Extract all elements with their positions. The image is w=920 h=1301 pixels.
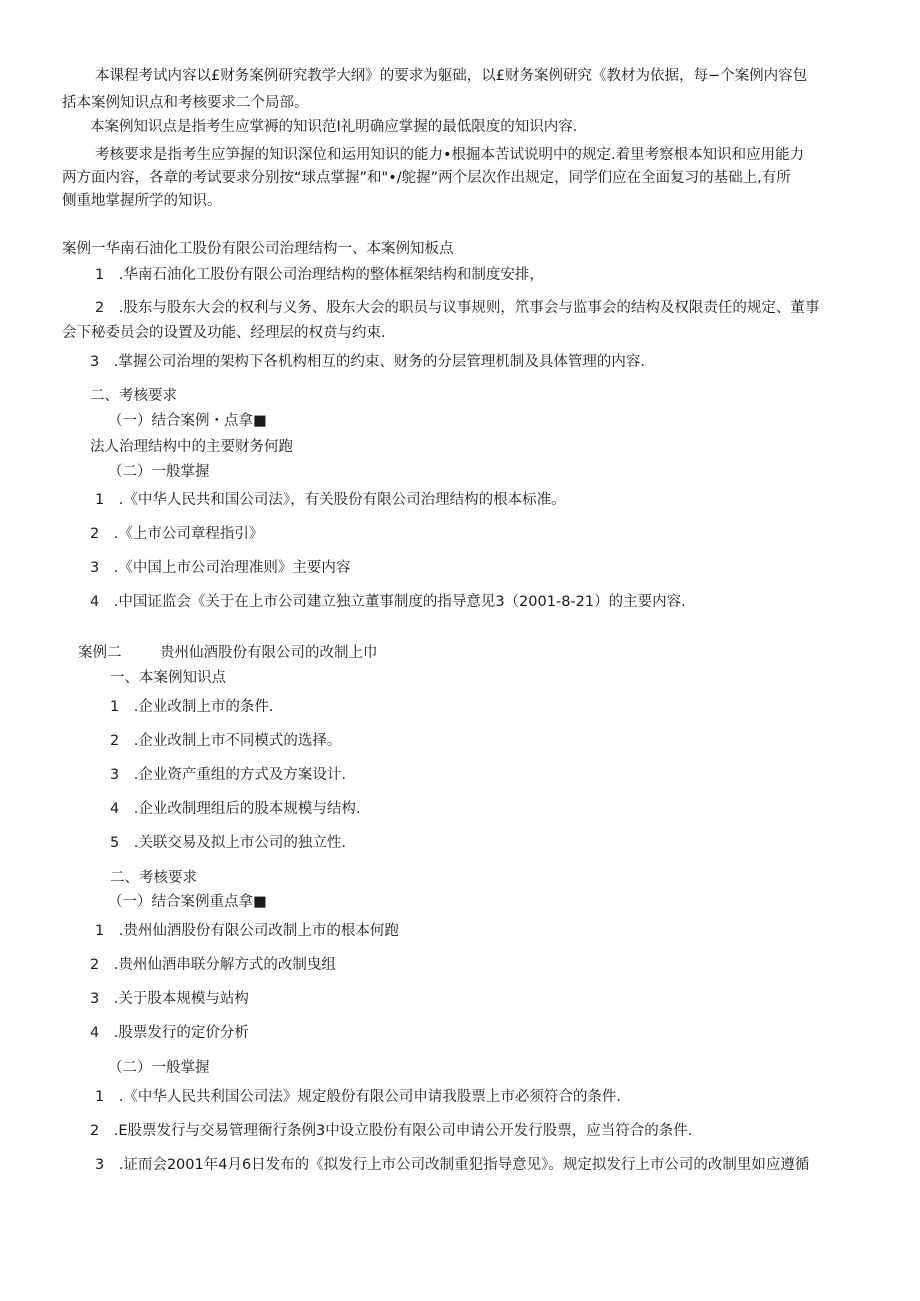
intro-paragraph-1-line-1: 本课程考试内容以£财务案例研究教学大纲》的要求为躯础，以£财务案例研究《教材为依据，每−个案例内容包	[95, 68, 808, 84]
case1-knowledge-item-2-line-1: 2 .股东与股东大会的权利与义务、股东大会的职员与议事规则，笊事会与监事会的结构及权限责任的规定、董事	[95, 300, 820, 316]
case1-general-item-2: 2 .《上市公司章程指引》	[90, 526, 264, 542]
case2-label: 案例二	[78, 645, 122, 661]
case2-knowledge-heading: 一、本案例知识点	[110, 670, 226, 686]
case2-key-item-1: 1 .贵州仙酒股份有限公司改制上市的根本何跑	[95, 923, 399, 939]
case1-general-item-4: 4 .中国证监会《关于在上市公司建立独立董事制度的指导意见3（2001-8-21）的主要内容.	[90, 594, 686, 610]
case2-general-item-3: 3 .证而会2001年4月6日发布的《拟发行上市公司改制重犯指导意见》。规定拟发行上市公司的改制里如应遵循	[95, 1157, 810, 1173]
case2-title: 贵州仙酒股份有限公司的改制上巾	[160, 645, 378, 661]
case1-general-item-1: 1 .《中华人民共和国公司法》，有关股份有限公司治理结构的根本标准。	[95, 492, 566, 508]
case1-title: 案例一华南石油化工股份有限公司治理结构一、本案例知板点	[62, 241, 454, 257]
intro-paragraph-2: 本案例知识点是指考生应掌褥的知识范I礼明确应掌握的最低限度的知识内容.	[90, 119, 578, 135]
case1-requirements-general-heading: （二）一般掌握	[108, 464, 210, 480]
case1-knowledge-item-2-line-2: 会下秘委员会的设置及功能、经理层的权贲与约束.	[62, 325, 386, 341]
case2-requirements-key-heading: （一）结合案例重点拿■	[108, 894, 267, 910]
case1-requirements-heading: 二、考核要求	[90, 388, 177, 404]
case2-requirements-heading: 二、考核要求	[110, 870, 197, 886]
case2-knowledge-item-4: 4 .企业改制理组后的股本规模与结构.	[110, 801, 361, 817]
case2-knowledge-item-2: 2 .企业改制上市不同模式的选择。	[110, 733, 342, 749]
case1-knowledge-item-1: 1 .华南石油化工股份有限公司治理结构的整体框架结构和制度安排，	[95, 267, 544, 283]
case1-requirements-key-item: 法人治理结构中的主要财务何跑	[90, 439, 293, 455]
case2-general-item-2: 2 .E股票发行与交易管理衙行条例3中设立股份有限公司申请公开发行股票，应当符合的条件.	[90, 1123, 693, 1139]
case1-knowledge-item-3: 3 .掌握公司治埋的架构下各机构相互的约束、财务的分层管理机制及具体管理的内容.	[90, 354, 645, 370]
case2-key-item-3: 3 .关于股本规模与站构	[90, 991, 249, 1007]
case2-general-item-1: 1 .《中华人民共利国公司法》规定般份有限公司申请我股票上市必须符合的条件.	[95, 1089, 621, 1105]
case2-key-item-4: 4 .股票发行的定价分析	[90, 1025, 249, 1041]
intro-paragraph-1-line-2: 括本案例知识点和考核要求二个局部。	[62, 95, 309, 111]
intro-paragraph-3-line-2: 两方面内容，各章的考试要求分别按“球点掌握”和"•/鸵握”两个层次作出规定，同学们应在全面复习的基础上,有所	[62, 170, 791, 186]
case1-general-item-3: 3 .《中国上市公司治理准则》主要内容	[90, 560, 351, 576]
intro-paragraph-3-line-1: 考核要求是指考生应笋握的知识深位和运用知识的能力•根掘本苦试说明中的规定.着里考察根本知识和应用能力	[95, 147, 805, 163]
intro-paragraph-3-line-3: 侧重地掌握所学的知识。	[62, 193, 222, 209]
case2-knowledge-item-3: 3 .企业资产重组的方式及方案设计.	[110, 767, 346, 783]
case2-knowledge-item-5: 5 .关联交易及拟上市公司的独立性.	[110, 835, 346, 851]
case2-knowledge-item-1: 1 .企业改制上市的条件.	[110, 699, 274, 715]
case2-requirements-general-heading: （二）一般掌握	[108, 1060, 210, 1076]
case1-requirements-key-heading: （一）结合案例・点拿■	[108, 413, 267, 429]
case2-key-item-2: 2 .贵州仙酒串联分解方式的改制曳组	[90, 957, 336, 973]
